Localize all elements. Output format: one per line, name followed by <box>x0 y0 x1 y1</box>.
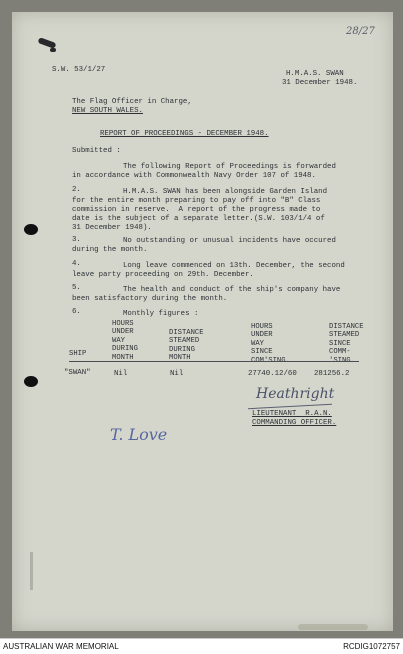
corner-handwritten-note: 28/27 <box>346 26 375 37</box>
para2-line3: commission in reserve. A report of the progress made to <box>72 206 321 214</box>
signatory-rank: LIEUTENANT R.A.N. <box>252 410 332 418</box>
para5-line1: The health and conduct of the ship's company have <box>123 286 341 294</box>
signature: Heathright <box>256 386 335 402</box>
table-cell-hours-since: 27740.12/60 <box>248 370 297 378</box>
para3-line2: during the month. <box>72 246 148 254</box>
para4-number: 4. <box>72 260 81 268</box>
footer-id: RCDIG1072757 <box>343 642 400 651</box>
para2-line2: for the entire month preparing to pay off into "B" Class <box>72 197 321 205</box>
table-header-ship: SHIP <box>69 350 87 358</box>
para2-line4: date is the subject of a separate letter.(S.W. 103/1/4 of <box>72 215 325 223</box>
table-header-hours-month: HOURS UNDER WAY DURING MONTH <box>112 320 138 362</box>
table-cell-distance-month: Nil <box>170 370 184 378</box>
report-title: REPORT OF PROCEEDINGS - DECEMBER 1948. <box>100 130 269 138</box>
para2-number: 2. <box>72 186 81 194</box>
table-cell-ship: "SWAN" <box>64 369 91 377</box>
para1-line1: The following Report of Proceedings is forwarded <box>123 163 336 171</box>
archive-footer <box>0 638 403 654</box>
table-cell-hours-month: Nil <box>114 370 128 378</box>
para3-line1: No outstanding or unusual incidents have occured <box>123 237 336 245</box>
para1-line2: in accordance with Commonwealth Navy Order 107 of 1948. <box>72 172 316 180</box>
signatory-title: COMMANDING OFFICER. <box>252 419 337 427</box>
para6-line1: Monthly figures : <box>123 310 199 318</box>
para5-line2: been satisfactory during the month. <box>72 295 228 303</box>
paper-crease <box>30 552 33 590</box>
para4-line1: Long leave commenced on 13th. December, the second <box>123 262 345 270</box>
submitted-label: Submitted : <box>72 147 121 155</box>
paper-stain <box>298 624 368 630</box>
table-header-distance-since: DISTANCE STEAMED SINCE COMM- 'SING. <box>329 323 364 365</box>
table-header-rule <box>69 361 359 362</box>
punch-hole-top <box>24 224 38 235</box>
para2-line1: H.M.A.S. SWAN has been alongside Garden Island <box>123 188 328 196</box>
punch-hole-bottom <box>24 376 38 387</box>
para3-number: 3. <box>72 236 81 244</box>
handwritten-initials: T. Love <box>110 425 168 444</box>
table-header-distance-month: DISTANCE STEAMED DURING MONTH <box>169 329 204 363</box>
ship-header: H.M.A.S. SWAN <box>286 70 344 78</box>
footer-source: AUSTRALIAN WAR MEMORIAL <box>3 642 119 651</box>
document-page <box>12 12 393 631</box>
table-cell-distance-since: 281256.2 <box>314 370 350 378</box>
document-date: 31 December 1948. <box>282 79 358 87</box>
addressee-line-1: The Flag Officer in Charge, <box>72 98 192 106</box>
reference-number: S.W. 53/1/27 <box>52 66 106 74</box>
para2-line5: 31 December 1948). <box>72 224 152 232</box>
table-header-hours-since: HOURS UNDER WAY SINCE COM'SING. <box>251 323 290 365</box>
para4-line2: leave party proceeding on 29th. December. <box>72 271 254 279</box>
ink-mark <box>50 48 56 52</box>
signature-underline <box>248 404 332 409</box>
addressee-line-2: NEW SOUTH WALES. <box>72 107 143 115</box>
para5-number: 5. <box>72 284 81 292</box>
para6-number: 6. <box>72 308 81 316</box>
